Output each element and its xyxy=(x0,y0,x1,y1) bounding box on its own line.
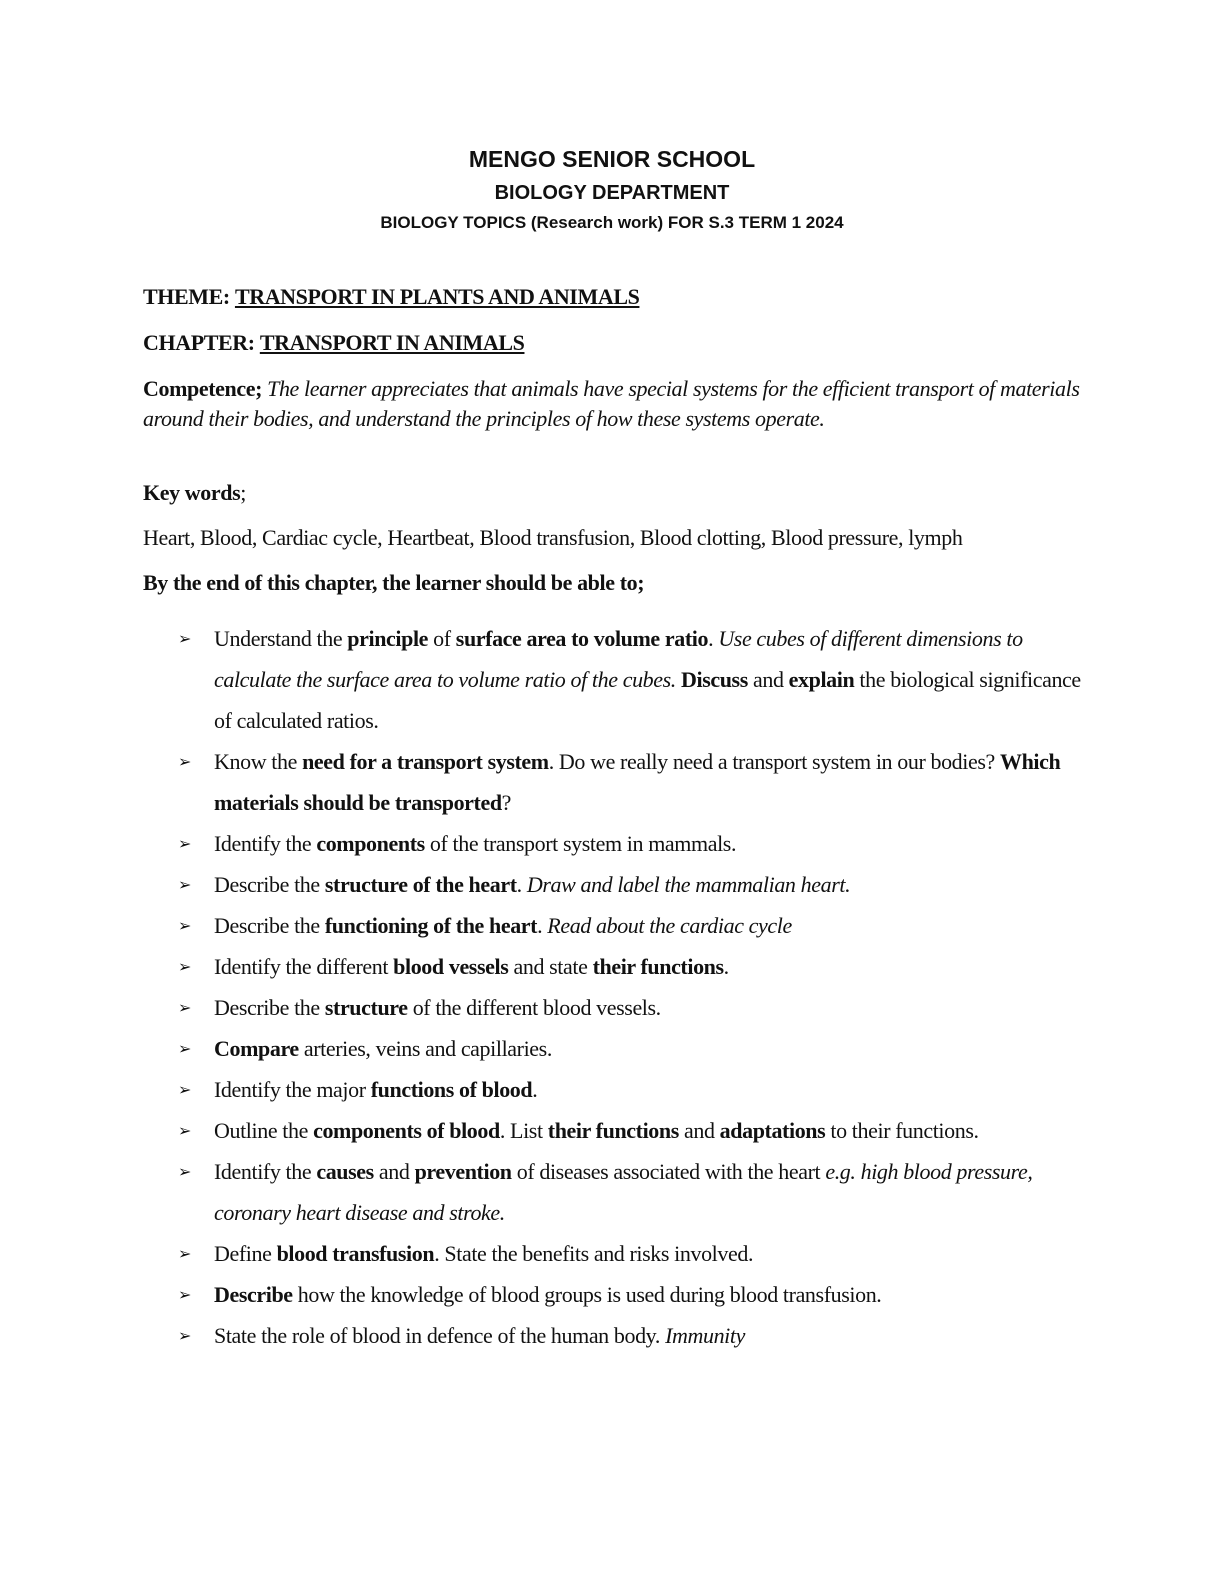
item-text: and xyxy=(678,1118,720,1143)
outcomes-list xyxy=(178,618,1083,1356)
item-bold: Describe xyxy=(214,1282,293,1307)
list-item xyxy=(178,1028,1083,1069)
list-item xyxy=(178,1151,1083,1233)
arrow-bullet-icon: ➢ xyxy=(178,629,192,648)
item-italic: Read about the cardiac cycle xyxy=(547,913,792,938)
arrow-bullet-icon: ➢ xyxy=(178,998,192,1017)
outcomes-heading xyxy=(143,570,644,596)
item-bold: Compare xyxy=(214,1036,299,1061)
item-text: and xyxy=(373,1159,415,1184)
item-text: Know the xyxy=(214,749,303,774)
item-bold: surface area to volume ratio xyxy=(455,626,709,651)
theme-value: TRANSPORT IN PLANTS AND ANIMALS xyxy=(234,284,640,309)
item-text: . State the benefits and risks involved. xyxy=(434,1241,754,1266)
theme-label: THEME: xyxy=(143,284,230,309)
list-item xyxy=(178,905,1083,946)
item-text: Outline the xyxy=(214,1118,314,1143)
keywords-label: Key words xyxy=(143,480,241,505)
item-text: State the role of blood in defence of the human body. xyxy=(214,1323,666,1348)
item-text: . List xyxy=(499,1118,548,1143)
chapter-value: TRANSPORT IN ANIMALS xyxy=(259,330,525,355)
department-name: BIOLOGY DEPARTMENT xyxy=(494,182,730,204)
competence-label: Competence; xyxy=(143,376,262,401)
item-text: Describe the xyxy=(214,872,325,897)
competence-paragraph xyxy=(143,374,1083,434)
item-bold: functions of blood xyxy=(370,1077,533,1102)
arrow-bullet-icon: ➢ xyxy=(178,957,192,976)
arrow-bullet-icon: ➢ xyxy=(178,916,192,935)
item-text: Describe the xyxy=(214,913,325,938)
arrow-bullet-icon: ➢ xyxy=(178,1162,192,1181)
chapter-line xyxy=(143,330,524,356)
keywords-punct: ; xyxy=(240,480,246,505)
item-bold: components of blood xyxy=(313,1118,500,1143)
item-text: to their functions. xyxy=(825,1118,979,1143)
item-text: . xyxy=(537,913,548,938)
item-bold: Discuss xyxy=(681,667,748,692)
arrow-bullet-icon: ➢ xyxy=(178,1121,192,1140)
item-text: . xyxy=(723,954,729,979)
item-text: Understand the xyxy=(214,626,348,651)
keywords-list: Heart, Blood, Cardiac cycle, Heartbeat, Blood transfusion, Blood clotting, Blood pressure, lymph xyxy=(143,525,963,550)
topics-title: BIOLOGY TOPICS (Research work) FOR S.3 TERM 1 2024 xyxy=(380,213,844,232)
item-bold: explain xyxy=(788,667,855,692)
keywords-heading xyxy=(143,480,246,506)
list-item xyxy=(178,987,1083,1028)
item-text: Identify the xyxy=(214,1159,317,1184)
item-italic: Draw and label the mammalian heart. xyxy=(526,872,851,897)
item-text: and xyxy=(747,667,789,692)
item-text: Identify the xyxy=(214,831,317,856)
list-item xyxy=(178,1315,1083,1356)
item-text: . Do we really need a transport system in our bodies? xyxy=(548,749,1000,774)
item-text: Identify the major xyxy=(214,1077,371,1102)
school-name: MENGO SENIOR SCHOOL xyxy=(468,146,756,172)
item-text: and state xyxy=(508,954,593,979)
item-italic: e.g. high blood pressure, coronary heart disease and stroke. xyxy=(214,1159,1033,1225)
arrow-bullet-icon: ➢ xyxy=(178,834,192,853)
theme-line xyxy=(143,284,639,310)
list-item xyxy=(178,864,1083,905)
list-item xyxy=(178,1274,1083,1315)
arrow-bullet-icon: ➢ xyxy=(178,752,192,771)
item-bold: their functions xyxy=(547,1118,679,1143)
arrow-bullet-icon: ➢ xyxy=(178,1244,192,1263)
list-item xyxy=(178,946,1083,987)
item-bold: structure of the heart xyxy=(324,872,517,897)
item-bold: blood vessels xyxy=(393,954,509,979)
item-text: Describe the xyxy=(214,995,325,1020)
item-text: ? xyxy=(501,790,512,815)
item-text: how the knowledge of blood groups is used during blood transfusion. xyxy=(292,1282,882,1307)
item-text: . xyxy=(708,626,719,651)
item-text: the biological significance of calculated ratios. xyxy=(214,667,1081,733)
item-bold: adaptations xyxy=(719,1118,826,1143)
outcomes-title: By the end of this chapter, the learner should be able to; xyxy=(143,570,645,595)
competence-text: The learner appreciates that animals have special systems for the efficient transport of materials around their bodies, and understand the principles of how these systems operate. xyxy=(143,376,1080,431)
item-italic: Immunity xyxy=(665,1323,745,1348)
item-bold: causes xyxy=(316,1159,374,1184)
item-text: Define xyxy=(214,1241,277,1266)
item-text: of the different blood vessels. xyxy=(407,995,661,1020)
chapter-label: CHAPTER: xyxy=(143,330,255,355)
item-bold: prevention xyxy=(414,1159,512,1184)
item-text: . xyxy=(532,1077,538,1102)
item-text: of xyxy=(428,626,456,651)
item-text: Identify the different xyxy=(214,954,394,979)
item-bold: components xyxy=(316,831,425,856)
list-item xyxy=(178,1110,1083,1151)
item-text: . xyxy=(516,872,527,897)
item-text: of the transport system in mammals. xyxy=(424,831,737,856)
item-bold: Which materials should be transported xyxy=(214,749,1061,815)
list-item xyxy=(178,741,1083,823)
item-bold: principle xyxy=(347,626,429,651)
list-item xyxy=(178,1233,1083,1274)
item-bold: blood transfusion xyxy=(276,1241,435,1266)
item-bold: functioning of the heart xyxy=(324,913,538,938)
item-italic: Use cubes of different dimensions to calculate the surface area to volume ratio of the cubes. xyxy=(214,626,1023,692)
item-bold: their functions xyxy=(592,954,724,979)
item-bold: need for a transport system xyxy=(302,749,549,774)
arrow-bullet-icon: ➢ xyxy=(178,1285,192,1304)
arrow-bullet-icon: ➢ xyxy=(178,875,192,894)
item-text: of diseases associated with the heart xyxy=(511,1159,826,1184)
arrow-bullet-icon: ➢ xyxy=(178,1326,192,1345)
list-item xyxy=(178,823,1083,864)
arrow-bullet-icon: ➢ xyxy=(178,1080,192,1099)
item-bold: structure xyxy=(324,995,408,1020)
list-item xyxy=(178,1069,1083,1110)
list-item xyxy=(178,618,1083,741)
item-text: arteries, veins and capillaries. xyxy=(298,1036,552,1061)
arrow-bullet-icon: ➢ xyxy=(178,1039,192,1058)
